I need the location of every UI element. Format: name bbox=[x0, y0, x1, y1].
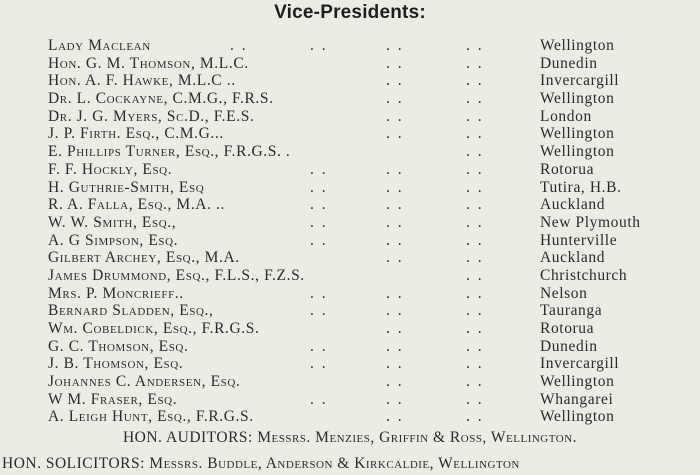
member-row bbox=[0, 267, 700, 285]
member-row bbox=[0, 232, 700, 250]
leader-dots: . . bbox=[466, 72, 484, 90]
member-place: Dunedin bbox=[540, 54, 598, 72]
member-place: New Plymouth bbox=[540, 213, 641, 231]
member-place: Whangarei bbox=[540, 390, 614, 408]
member-name: J. P. Firth. Esq., C.M.G... bbox=[48, 125, 224, 143]
leader-dots: . . bbox=[310, 231, 328, 249]
leader-dots: . . bbox=[466, 284, 484, 302]
member-name: Hon. A. F. Hawke, M.L.C .. bbox=[48, 72, 236, 90]
member-name: A. Leigh Hunt, Esq., F.R.G.S. bbox=[48, 408, 254, 426]
member-row bbox=[0, 108, 700, 126]
leader-dots: . . bbox=[386, 54, 404, 72]
leader-dots: . . bbox=[386, 408, 404, 426]
member-row bbox=[0, 179, 700, 197]
leader-dots: . . bbox=[310, 37, 328, 54]
solicitors-names: Messrs. Buddle, Anderson & Kirkcaldie, Wellington bbox=[149, 455, 520, 472]
member-row bbox=[0, 302, 700, 320]
leader-dots: . . bbox=[310, 302, 328, 320]
leader-dots: . . bbox=[466, 54, 484, 72]
member-place: Christchurch bbox=[540, 266, 628, 284]
member-place: Wellington bbox=[540, 125, 615, 143]
member-row bbox=[0, 161, 700, 179]
leader-dots: . . bbox=[310, 390, 328, 408]
leader-dots: . . bbox=[466, 390, 484, 408]
member-row bbox=[0, 90, 700, 108]
member-name: G. C. Thomson, Esq. bbox=[48, 337, 189, 355]
member-place: Wellington bbox=[540, 90, 615, 108]
member-name: E. Phillips Turner, Esq., F.R.G.S. . bbox=[48, 143, 291, 161]
leader-dots: . . bbox=[386, 373, 404, 391]
leader-dots: . . bbox=[386, 320, 404, 337]
member-name: Dr. J. G. Myers, Sc.D., F.E.S. bbox=[48, 107, 255, 125]
member-place: Tauranga bbox=[540, 302, 603, 320]
member-name: W M. Fraser, Esq. bbox=[48, 390, 178, 408]
leader-dots: . . bbox=[466, 231, 484, 249]
member-row bbox=[0, 391, 700, 409]
member-place: Wellington bbox=[540, 143, 615, 161]
member-name: R. A. Falla, Esq., M.A. .. bbox=[48, 196, 225, 214]
member-name: J. B. Thomson, Esq. bbox=[48, 355, 184, 373]
leader-dots: . . bbox=[386, 196, 404, 214]
leader-dots: . . bbox=[386, 213, 404, 231]
member-row bbox=[0, 355, 700, 373]
member-name: Johannes C. Andersen, Esq. bbox=[48, 373, 241, 391]
member-row bbox=[0, 214, 700, 232]
leader-dots: . . bbox=[466, 337, 484, 355]
solicitors-label: HON. SOLICITORS: bbox=[2, 455, 145, 472]
member-row bbox=[0, 72, 700, 90]
member-place: Wellington bbox=[540, 408, 615, 426]
member-place: Wellington bbox=[540, 37, 615, 54]
member-place: Rotorua bbox=[540, 320, 595, 337]
member-name: Lady Maclean bbox=[48, 37, 151, 54]
member-row bbox=[0, 373, 700, 391]
vice-presidents-list bbox=[0, 37, 700, 426]
member-place: Auckland bbox=[540, 196, 606, 214]
leader-dots: . . bbox=[386, 355, 404, 373]
member-place: Auckland bbox=[540, 249, 606, 267]
leader-dots: . . bbox=[386, 231, 404, 249]
leader-dots: . . bbox=[386, 72, 404, 90]
member-place: London bbox=[540, 107, 592, 125]
leader-dots: . . bbox=[466, 107, 484, 125]
member-name: Bernard Sladden, Esq., bbox=[48, 302, 214, 320]
member-name: Mrs. P. Moncrieff.. bbox=[48, 284, 184, 302]
member-row bbox=[0, 249, 700, 267]
leader-dots: . . bbox=[466, 302, 484, 320]
leader-dots: . . bbox=[466, 249, 484, 267]
leader-dots: . . bbox=[310, 160, 328, 178]
leader-dots: . . bbox=[466, 90, 484, 108]
member-place: Invercargill bbox=[540, 72, 620, 90]
leader-dots: . . bbox=[466, 37, 484, 54]
section-heading: Vice-Presidents: bbox=[274, 2, 426, 23]
leader-dots: . . bbox=[466, 196, 484, 214]
leader-dots: . . bbox=[310, 178, 328, 196]
member-row bbox=[0, 55, 700, 73]
member-name: Dr. L. Cockayne, C.M.G., F.R.S. bbox=[48, 90, 274, 108]
leader-dots: . . bbox=[386, 125, 404, 143]
member-row bbox=[0, 285, 700, 303]
member-name: Hon. G. M. Thomson, M.L.C. bbox=[48, 54, 249, 72]
leader-dots: . . bbox=[386, 302, 404, 320]
leader-dots: . . bbox=[386, 390, 404, 408]
member-row bbox=[0, 125, 700, 143]
leader-dots: . . bbox=[310, 284, 328, 302]
leader-dots: . . bbox=[466, 125, 484, 143]
leader-dots: . . bbox=[386, 284, 404, 302]
leader-dots: . . bbox=[386, 160, 404, 178]
leader-dots: . . bbox=[310, 337, 328, 355]
leader-dots: . . bbox=[386, 107, 404, 125]
member-row bbox=[0, 37, 700, 55]
member-place: Rotorua bbox=[540, 160, 595, 178]
solicitors-line bbox=[0, 455, 700, 473]
member-row bbox=[0, 320, 700, 338]
member-place: Nelson bbox=[540, 284, 588, 302]
member-place: Dunedin bbox=[540, 337, 598, 355]
member-place: Invercargill bbox=[540, 355, 620, 373]
leader-dots: . . bbox=[386, 337, 404, 355]
leader-dots: . . bbox=[310, 196, 328, 214]
member-place: Hunterville bbox=[540, 231, 618, 249]
leader-dots: . . bbox=[386, 249, 404, 267]
member-name: A. G Simpson, Esq. bbox=[48, 231, 179, 249]
member-name: James Drummond, Esq., F.L.S., F.Z.S. bbox=[48, 266, 305, 284]
leader-dots: . . bbox=[230, 37, 248, 54]
member-name: W. W. Smith, Esq., bbox=[48, 213, 177, 231]
member-name: H. Guthrie-Smith, Esq bbox=[48, 178, 205, 196]
member-name: F. F. Hockly, Esq. bbox=[48, 160, 173, 178]
leader-dots: . . bbox=[466, 355, 484, 373]
leader-dots: . . bbox=[466, 320, 484, 337]
leader-dots: . . bbox=[386, 178, 404, 196]
leader-dots: . . bbox=[466, 143, 484, 161]
member-row bbox=[0, 143, 700, 161]
leader-dots: . . bbox=[466, 408, 484, 426]
member-row bbox=[0, 196, 700, 214]
leader-dots: . . bbox=[466, 178, 484, 196]
member-place: Tutira, H.B. bbox=[540, 178, 622, 196]
auditors-line bbox=[0, 429, 700, 447]
leader-dots: . . bbox=[466, 160, 484, 178]
member-row bbox=[0, 338, 700, 356]
leader-dots: . . bbox=[466, 373, 484, 391]
member-place: Wellington bbox=[540, 373, 615, 391]
auditors-label: HON. AUDITORS: bbox=[122, 429, 253, 446]
member-row bbox=[0, 408, 700, 426]
leader-dots: . . bbox=[386, 90, 404, 108]
auditors-names: Messrs. Menzies, Griffin & Ross, Wellington. bbox=[257, 429, 578, 446]
leader-dots: . . bbox=[466, 266, 484, 284]
leader-dots: . . bbox=[466, 213, 484, 231]
leader-dots: . . bbox=[386, 37, 404, 54]
member-name: Gilbert Archey, Esq., M.A. bbox=[48, 249, 240, 267]
leader-dots: . . bbox=[310, 213, 328, 231]
member-name: Wm. Cobeldick, Esq., F.R.G.S. bbox=[48, 320, 260, 337]
leader-dots: . . bbox=[310, 355, 328, 373]
